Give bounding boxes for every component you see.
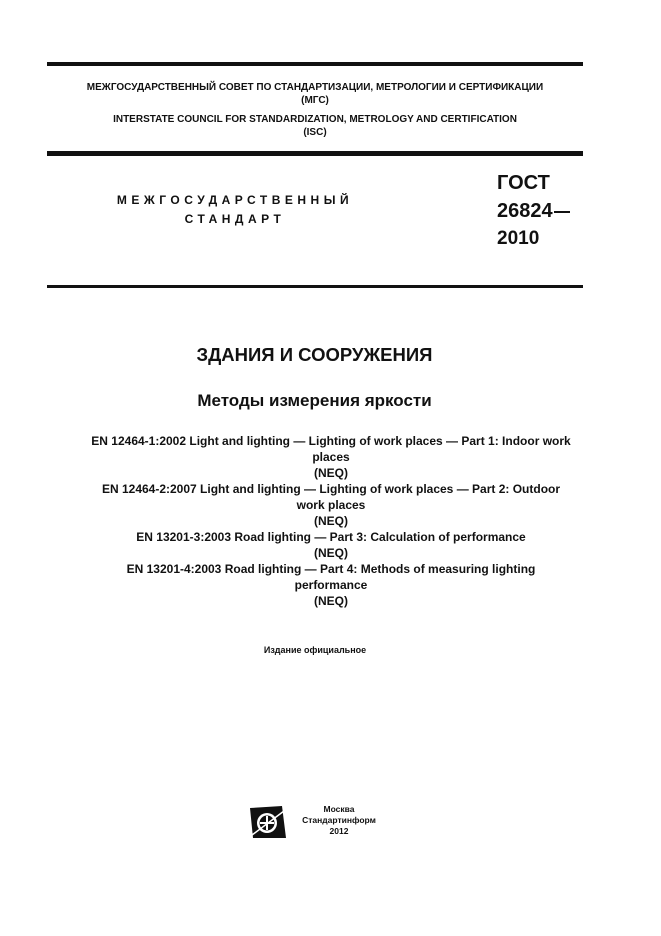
reference-item [40,481,622,529]
document-title: ЗДАНИЯ И СООРУЖЕНИЯ [196,344,433,365]
standard-type-line1: МЕЖГОСУДАРСТВЕННЫЙ [116,193,354,207]
reference-line-cont: work places [296,498,366,512]
publisher-block [293,804,385,837]
reference-neq: (NEQ) [314,546,348,560]
gost-year: 2010 [497,228,540,249]
gost-dash [554,211,570,213]
council-name-ru: МЕЖГОСУДАРСТВЕННЫЙ СОВЕТ ПО СТАНДАРТИЗАЦИИ, МЕТРОЛОГИИ И СЕРТИФИКАЦИИ [86,82,544,93]
gost-number-line [497,196,570,226]
top-rule [47,62,583,66]
standartinform-logo-icon [249,805,287,839]
gost-number: 26824 [497,200,553,222]
reference-item [40,561,622,609]
publisher-name: Стандартинформ [302,815,376,825]
reference-line: EN 13201-3:2003 Road lighting — Part 3: Calculation of performance [136,530,526,544]
reference-item [40,529,622,561]
reference-list [40,433,622,609]
reference-line: EN 12464-1:2002 Light and lighting — Lighting of work places — Part 1: Indoor work [91,434,571,448]
publisher-year: 2012 [329,826,349,836]
council-abbr-ru: (МГС) [301,95,329,106]
gost-label: ГОСТ [497,172,550,194]
reference-item [40,433,622,481]
title-rule [47,285,583,288]
document-subtitle: Методы измерения яркости [197,391,432,410]
reference-neq: (NEQ) [314,514,348,528]
reference-neq: (NEQ) [314,466,348,480]
reference-line-cont: performance [294,578,368,592]
publisher-city: Москва [323,804,355,814]
edition-note: Издание официальное [263,645,367,655]
reference-neq: (NEQ) [314,594,348,608]
reference-line: EN 13201-4:2003 Road lighting — Part 4: Methods of measuring lighting [126,562,536,576]
reference-line: EN 12464-2:2007 Light and lighting — Lighting of work places — Part 2: Outdoor [101,482,561,496]
reference-line-cont: places [312,450,350,464]
council-abbr-en: (ISC) [303,127,327,138]
council-name-en: INTERSTATE COUNCIL FOR STANDARDIZATION, METROLOGY AND CERTIFICATION [113,114,517,125]
standard-type-line2: СТАНДАРТ [184,212,286,226]
header-rule [47,151,583,156]
